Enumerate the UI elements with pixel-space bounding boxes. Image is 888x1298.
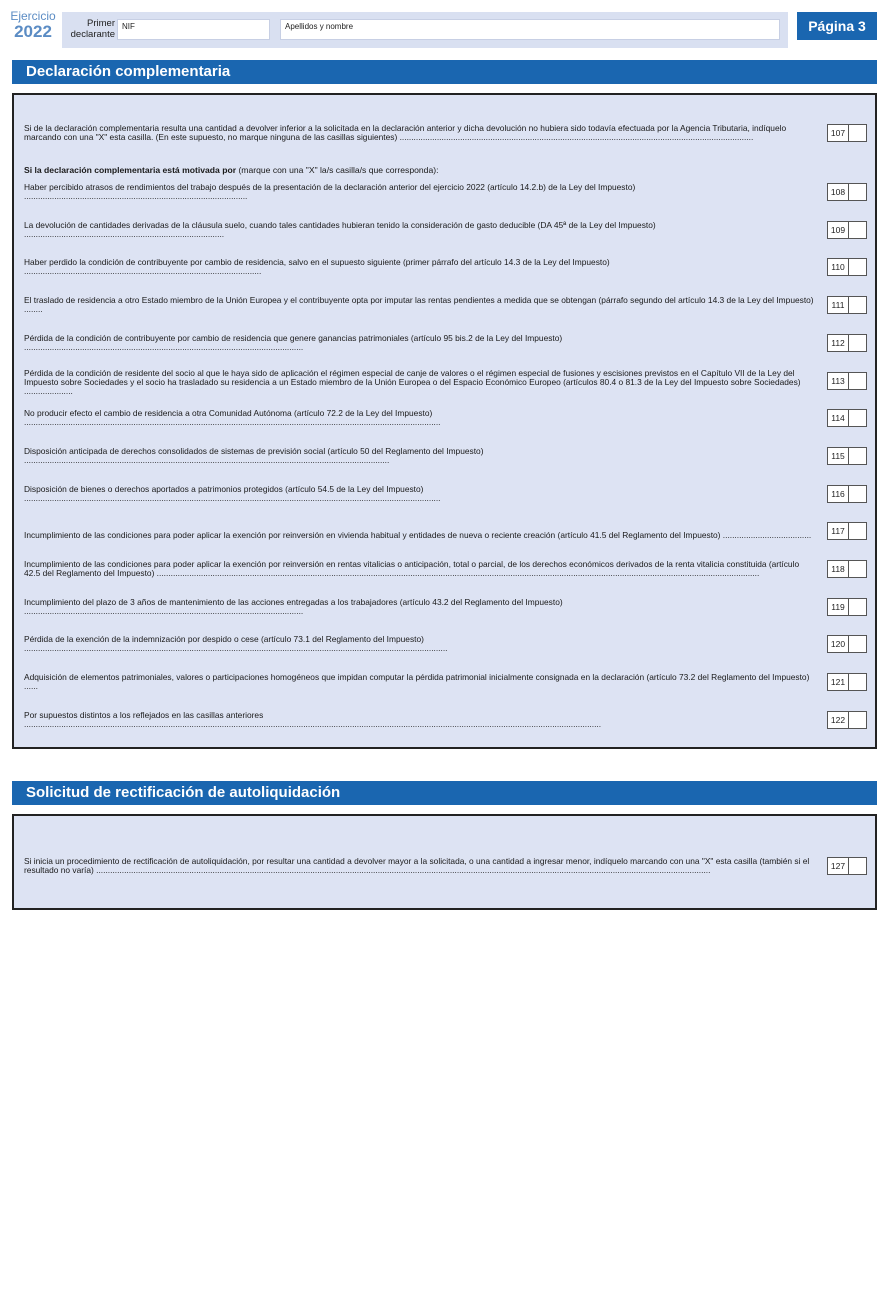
checkbox-117[interactable] — [827, 522, 867, 540]
box-code: 110 — [828, 259, 849, 275]
ejercicio-year: 2022 — [14, 22, 52, 41]
motivo-rest: (marque con una "X" la/s casilla/s que corresponda): — [236, 165, 439, 175]
motivo-row — [24, 406, 867, 427]
checkbox-107[interactable] — [827, 124, 867, 142]
motivo-text: Pérdida de la exención de la indemnización por despido o cese (artículo 73.1 del Reglamento del Impuesto) ...................................................................................................................................................................................... — [24, 634, 448, 654]
motivo-text: Disposición anticipada de derechos consolidados de sistemas de previsión social (artículo 50 del Reglamento del Impuesto) ............................................................................................................................................................. — [24, 445, 484, 465]
box-code: 114 — [828, 410, 849, 426]
motivo-text: Incumplimiento de las condiciones para poder aplicar la exención por reinversión en vivienda habitual y entidades de nueva o reciente creación (artículo 41.5 del Reglamento del Impuesto) ...................................... — [24, 530, 812, 541]
motivo-row — [24, 331, 867, 352]
motivo-row — [24, 708, 867, 729]
declarante-bar — [62, 12, 788, 48]
motivo-row — [24, 557, 867, 578]
motivo-row — [24, 519, 867, 540]
motivo-row — [24, 367, 867, 396]
box-code: 109 — [828, 222, 849, 238]
intro-text: Si de la declaración complementaria resulta una cantidad a devolver inferior a la solicitada en la declaración anterior y dicha devolución no hubiera sido todavía efectuada por la Agencia Tributaria, indíquelo marcando con una "X" esta casilla. (En este supuesto, no marque ninguna de las casillas siguientes) ........................................................................................................................................................ — [24, 123, 787, 142]
box-code: 117 — [828, 523, 849, 539]
box-code: 111 — [828, 297, 849, 313]
motivo-text: No producir efecto el cambio de residencia a otra Comunidad Autónoma (artículo 72.2 de la Ley del Impuesto) ................................................................................................................................................................................... — [24, 408, 441, 428]
ejercicio-block — [8, 9, 58, 41]
motivo-row — [24, 632, 867, 653]
declarante-label-line2: declarante — [70, 29, 115, 40]
checkbox-115[interactable] — [827, 447, 867, 465]
motivo-text: Disposición de bienes o derechos aportados a patrimonios protegidos (artículo 54.5 de la Ley del Impuesto) ................................................................................................................................................................................... — [24, 483, 441, 503]
box-code: 113 — [828, 373, 849, 389]
box-code: 112 — [828, 335, 849, 351]
nif-field[interactable] — [117, 19, 270, 40]
declarante-label-line1: Primer — [87, 18, 115, 29]
box-code: 121 — [828, 674, 849, 690]
motivo-text: Adquisición de elementos patrimoniales, valores o participaciones homogéneos que impidan computar la pérdida patrimonial inicialmente consignada en la declaración (artículo 73.2 del Reglamento del Impuesto) ...... — [24, 672, 810, 692]
checkbox-110[interactable] — [827, 258, 867, 276]
box-code: 119 — [828, 599, 849, 615]
motivo-text: Pérdida de la condición de contribuyente por cambio de residencia que genere ganancias patrimoniales (artículo 95 bis.2 de la Ley del Impuesto) ........................................................................................................................ — [24, 332, 563, 352]
motivo-row — [24, 444, 867, 465]
box-code: 108 — [828, 184, 849, 200]
checkbox-114[interactable] — [827, 409, 867, 427]
motivo-text: Incumplimiento del plazo de 3 años de mantenimiento de las acciones entregadas a los trabajadores (artículo 43.2 del Reglamento del Impuesto) ........................................................................................................................ — [24, 596, 563, 616]
motivo-text: Pérdida de la condición de residente del socio al que le haya sido de aplicación el régimen especial de canje de valores o el régimen especial de fusiones y escisiones previstos en el Capítulo VII de la Ley del Impuesto sobre Sociedades y el socio ha trasladado su residencia a un Estado miembro de la Unión Europea o del Espacio Económico Europeo (artículos 80.4 o 81.3 de la Ley del Impuesto sobre Sociedades) ..................... — [24, 367, 801, 396]
motivo-text: Por supuestos distintos a los reflejados en las casillas anteriores ........................................................................................................................................................................................................................................................ — [24, 709, 602, 729]
motivo-row — [24, 180, 867, 201]
motivo-bold: Si la declaración complementaria está motivada por — [24, 165, 237, 175]
section-title-rectificacion: Solicitud de rectificación de autoliquidación — [12, 781, 877, 805]
motivo-text: Haber percibido atrasos de rendimientos del trabajo después de la presentación de la declaración anterior del ejercicio 2022 (artículo 14.2.b) de la Ley del Impuesto) ................................................................................................ — [24, 182, 636, 201]
complementaria-panel — [12, 93, 877, 749]
motivo-text: Incumplimiento de las condiciones para poder aplicar la exención por reinversión en rentas vitalicias o anticipación, total o parcial, de los derechos económicos derivados de la renta vitalicia constituida (artículo 42.5 del Reglamento del Impuesto) ................................................................................................................................................................................................................................................................... — [24, 559, 800, 578]
checkbox-120[interactable] — [827, 635, 867, 653]
checkbox-116[interactable] — [827, 485, 867, 503]
rectificacion-text: Si inicia un procedimiento de rectificación de autoliquidación, por resultar una cantidad a devolver mayor a la solicitada, o una cantidad a ingresar menor, indíquelo marcando con una "X" esta casilla (también si el resultado no varía) ........................................................................................................................................................................................................................................................................ — [24, 856, 810, 875]
motivo-text: El traslado de residencia a otro Estado miembro de la Unión Europea y el contribuyente opta por imputar las rentas pendientes a medida que se obtengan (párrafo segundo del artículo 14.3 de la Ley del Impuesto) ........ — [24, 295, 814, 315]
checkbox-119[interactable] — [827, 598, 867, 616]
complementaria-intro-row — [24, 121, 867, 142]
motivo-heading — [24, 165, 439, 175]
motivo-row — [24, 670, 867, 691]
motivo-row — [24, 482, 867, 503]
box-code: 118 — [828, 561, 849, 577]
checkbox-109[interactable] — [827, 221, 867, 239]
checkbox-122[interactable] — [827, 711, 867, 729]
box-code: 127 — [828, 858, 849, 874]
box-code: 120 — [828, 636, 849, 652]
motivo-text: Haber perdido la condición de contribuyente por cambio de residencia, salvo en el supuesto siguiente (primer párrafo del artículo 14.3 de la Ley del Impuesto) ...................................................................................................... — [24, 257, 610, 277]
checkbox-112[interactable] — [827, 334, 867, 352]
name-field[interactable] — [280, 19, 780, 40]
checkbox-118[interactable] — [827, 560, 867, 578]
rectificacion-panel — [12, 814, 877, 910]
motivo-row — [24, 595, 867, 616]
checkbox-108[interactable] — [827, 183, 867, 201]
checkbox-113[interactable] — [827, 372, 867, 390]
motivo-row — [24, 293, 867, 314]
ejercicio-label: Ejercicio — [10, 9, 56, 23]
rectificacion-row — [24, 854, 867, 875]
motivo-row — [24, 255, 867, 276]
box-code: 116 — [828, 486, 849, 502]
checkbox-127[interactable] — [827, 857, 867, 875]
page-number-badge: Página 3 — [797, 12, 877, 40]
name-label: Apellidos y nombre — [285, 22, 354, 31]
motivo-row — [24, 218, 867, 239]
checkbox-121[interactable] — [827, 673, 867, 691]
motivo-text: La devolución de cantidades derivadas de la cláusula suelo, cuando tales cantidades hubieran tenido la consideración de gasto deducible (DA 45ª de la Ley del Impuesto) ...................................................................................... — [24, 219, 656, 239]
checkbox-111[interactable] — [827, 296, 867, 314]
declarante-label — [66, 18, 115, 40]
box-code: 115 — [828, 448, 849, 464]
box-code: 122 — [828, 712, 849, 728]
box-code: 107 — [828, 125, 849, 141]
section-title-complementaria: Declaración complementaria — [12, 60, 877, 84]
nif-label: NIF — [122, 22, 135, 31]
